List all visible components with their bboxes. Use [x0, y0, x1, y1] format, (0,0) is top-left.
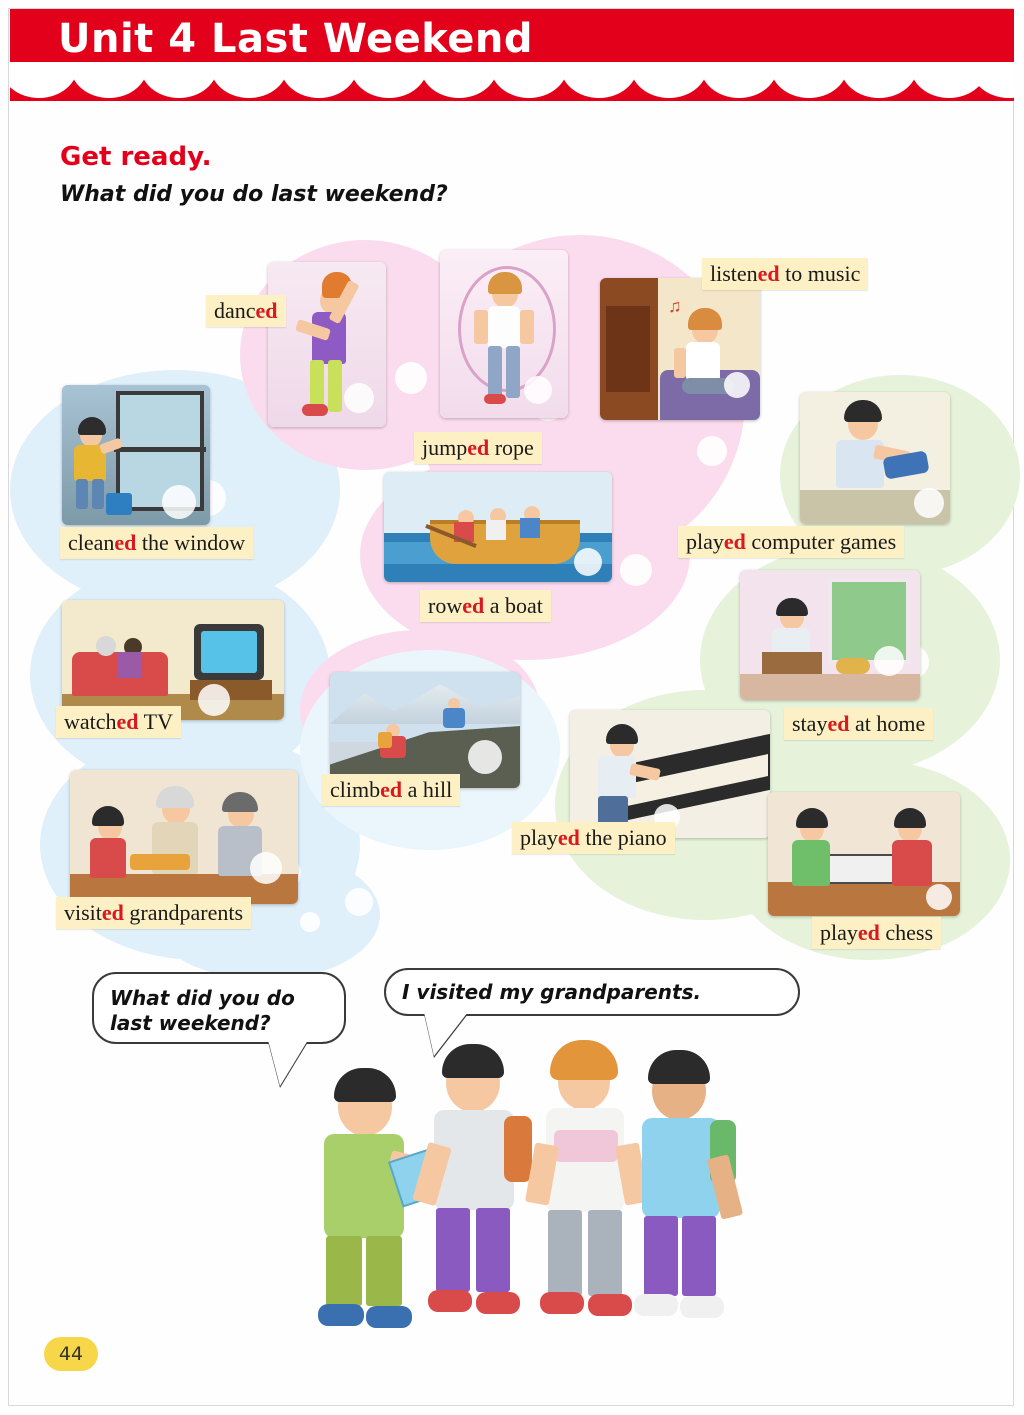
label-played-computer-games [678, 526, 904, 558]
picture-danced [268, 262, 386, 427]
label-danced-text: danced [214, 298, 278, 323]
question-line-2: last weekend? [110, 1011, 271, 1035]
student-figure-interviewer [308, 1068, 428, 1338]
picture-stayed-at-home [740, 570, 920, 700]
label-rowed-a-boat-text: rowed a boat [428, 593, 543, 618]
section-prompt: What did you do last weekend? [60, 182, 448, 207]
label-watched-tv [56, 706, 181, 738]
label-cleaned-the-window-text: cleaned the window [68, 530, 246, 555]
label-listened-to-music-text: listened to music [710, 261, 861, 286]
question-line-1: What did you do [110, 986, 295, 1010]
speech-balloon-question-tail [268, 1040, 308, 1086]
picture-cleaned-the-window [62, 385, 210, 525]
picture-watched-tv [62, 600, 284, 720]
label-danced [206, 295, 286, 327]
cloud-bubble [300, 912, 320, 932]
label-watched-tv-text: watched TV [64, 709, 173, 734]
page-title: Unit 4 Last Weekend [58, 16, 534, 62]
section-heading: Get ready. [60, 142, 212, 172]
picture-played-computer-games [800, 392, 950, 524]
label-jumped-rope-text: jumped rope [422, 435, 534, 460]
label-climbed-a-hill [322, 774, 460, 806]
cloud-bubble [620, 554, 652, 586]
label-listened-to-music [702, 258, 868, 290]
label-climbed-a-hill-text: climbed a hill [330, 777, 453, 802]
label-played-chess [812, 917, 941, 949]
label-visited-grandparents [56, 897, 251, 929]
cloud-bubble [697, 436, 727, 466]
label-cleaned-the-window [60, 527, 253, 559]
label-jumped-rope [414, 432, 542, 464]
label-played-computer-games-text: played computer games [686, 529, 897, 554]
picture-rowed-a-boat [384, 472, 612, 582]
speech-balloon-answer [384, 968, 800, 1016]
label-stayed-at-home-text: stayed at home [792, 711, 926, 736]
label-played-chess-text: played chess [820, 920, 934, 945]
header-scallop-decoration [10, 62, 1014, 118]
picture-played-chess [768, 792, 960, 916]
picture-played-the-piano [570, 710, 770, 838]
picture-jumped-rope [440, 250, 568, 418]
student-figure-2 [420, 1040, 540, 1320]
speech-balloon-question [92, 972, 346, 1044]
student-figure-4 [626, 1048, 746, 1318]
page-number: 44 [44, 1337, 98, 1371]
answer-text: I visited my grandparents. [402, 979, 702, 1004]
cloud-bubble [705, 930, 729, 954]
picture-visited-grandparents [70, 770, 298, 904]
label-visited-grandparents-text: visited grandparents [64, 900, 244, 925]
cloud-bubble [345, 888, 373, 916]
cloud-bubble [395, 362, 427, 394]
label-stayed-at-home [784, 708, 933, 740]
label-played-the-piano [512, 822, 675, 854]
picture-climbed-a-hill [330, 672, 520, 788]
picture-listened-to-music: ♫ [600, 278, 760, 420]
label-rowed-a-boat [420, 590, 551, 622]
label-played-the-piano-text: played the piano [520, 825, 667, 850]
